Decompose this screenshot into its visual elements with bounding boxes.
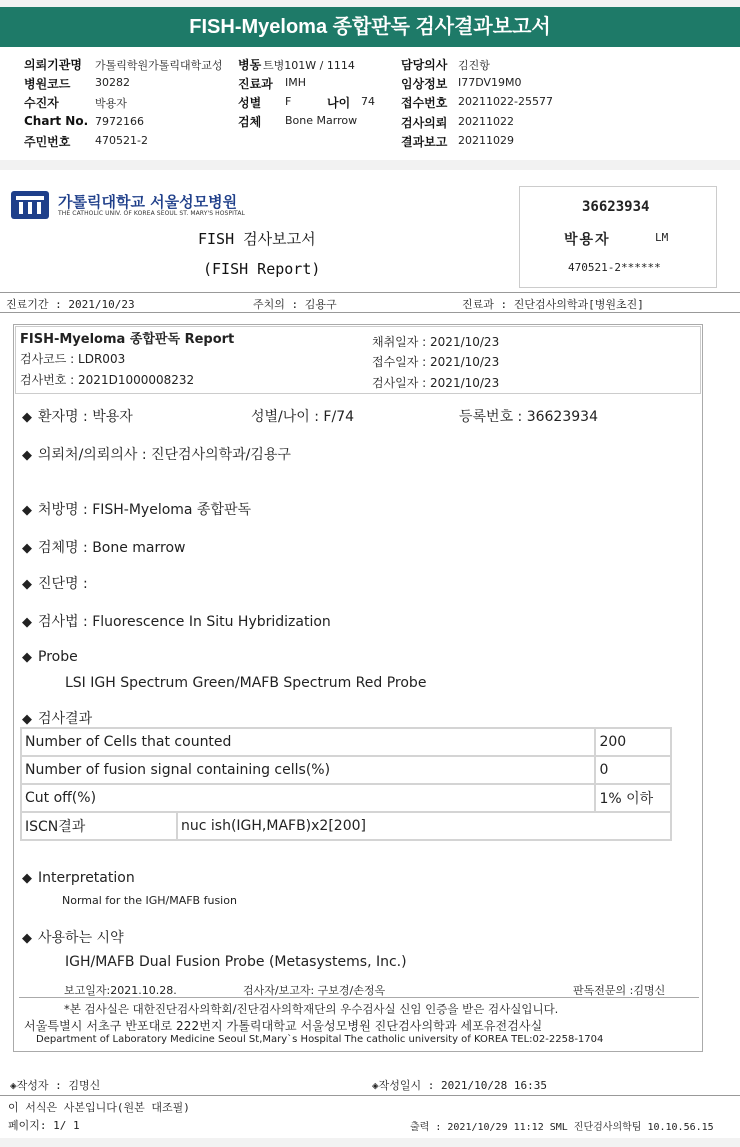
header-info <box>0 47 740 160</box>
meta-doctor: 주치의 : 김용구 <box>253 298 337 311</box>
label-age: 나이 <box>327 96 351 110</box>
diamond-bullet-icon: ◆ <box>22 503 32 518</box>
value-sex: F <box>285 95 292 108</box>
section-probe: ◆ Probe <box>22 649 78 665</box>
patient-card <box>519 186 717 288</box>
diamond-bullet-icon: ◆ <box>22 615 32 630</box>
card-patient-name: 박용자 <box>564 232 611 248</box>
meta-date: 진료기간 : 2021/10/23 <box>6 298 135 311</box>
copy-note: 이 서식은 사본입니다(원본 대조필) <box>8 1101 190 1114</box>
label-institution: 의뢰기관명 <box>24 58 82 72</box>
report-received: 접수일자 : 2021/10/23 <box>372 355 500 369</box>
report-title: FISH 검사보고서 <box>198 230 316 248</box>
card-patient-id: 36623934 <box>582 199 650 215</box>
value-receipt-no: 20211022-25577 <box>458 95 553 108</box>
label-dept: 진료과 <box>238 77 273 91</box>
section-interpretation: ◆ Interpretation <box>22 870 135 886</box>
label-ward: 병동 <box>238 58 262 72</box>
value-clinical-info: I77DV19M0 <box>458 76 522 89</box>
reagent-value: IGH/MAFB Dual Fusion Probe (Metasystems, Inc.) <box>65 954 407 970</box>
table-row <box>21 784 671 812</box>
value-patient: 박용자 <box>95 97 127 110</box>
section-requester: ◆ 의뢰처/의뢰의사 : 진단검사의학과/김용구 <box>22 447 291 463</box>
result-value: 200 <box>595 728 671 756</box>
diamond-bullet-icon: ◆ <box>22 577 32 592</box>
result-table <box>20 727 672 841</box>
report-tested: 검사일자 : 2021/10/23 <box>372 376 500 390</box>
report-page <box>0 170 740 1138</box>
value-doctor: 김진항 <box>458 59 490 72</box>
section-result: ◆ 검사결과 <box>22 711 93 727</box>
result-label: Cut off(%) <box>21 784 595 812</box>
label-request-date: 검사의뢰 <box>401 116 448 130</box>
divider <box>19 997 699 998</box>
result-value: 1% 이하 <box>595 784 671 812</box>
page-title: FISH-Myeloma 종합판독 검사결과보고서 <box>0 7 740 47</box>
diamond-bullet-icon: ◆ <box>22 931 32 946</box>
value-dept: IMH <box>285 76 307 89</box>
table-row <box>21 812 671 840</box>
written-at: ◈작성일시 : 2021/10/28 16:35 <box>372 1079 547 1092</box>
result-label: ISCN결과 <box>21 812 177 840</box>
section-method: ◆ 검사법 : Fluorescence In Situ Hybridization <box>22 614 331 630</box>
hospital-logo-icon <box>10 190 50 220</box>
output-info: 출력 : 2021/10/29 11:12 SML 진단검사의학팀 10.10.56.15 <box>410 1122 714 1133</box>
value-age: 74 <box>361 95 375 108</box>
diamond-bullet-icon: ◆ <box>22 712 32 727</box>
section-sexage: 성별/나이 : F/74 <box>251 409 355 425</box>
label-receipt-no: 접수번호 <box>401 96 448 110</box>
value-report-date: 20211029 <box>458 134 514 147</box>
table-row <box>21 728 671 756</box>
diamond-bullet-icon: ◆ <box>22 541 32 556</box>
report-number: 검사번호 : 2021D1000008232 <box>20 373 195 387</box>
value-specimen: Bone Marrow <box>285 114 358 127</box>
result-value: 0 <box>595 756 671 784</box>
section-diagnosis: ◆ 진단명 : <box>22 576 88 592</box>
label-chart-no: Chart No. <box>24 114 89 128</box>
diamond-bullet-icon: ◆ <box>22 871 32 886</box>
result-label: Number of Cells that counted <box>21 728 595 756</box>
footer-reporter: 검사자/보고자: 구보경/손정옥 <box>243 984 386 997</box>
value-request-date: 20211022 <box>458 115 514 128</box>
interpretation-value: Normal for the IGH/MAFB fusion <box>62 894 237 907</box>
table-row <box>21 756 671 784</box>
diamond-bullet-icon: ◆ <box>22 448 32 463</box>
label-patient: 수진자 <box>24 96 59 110</box>
section-regno: 등록번호 : 36623934 <box>459 409 598 425</box>
section-patient: ◆ 환자명 : 박용자 <box>22 409 133 425</box>
divider <box>0 1095 740 1096</box>
footer-report-date: 보고일자:2021.10.28. <box>64 984 177 997</box>
value-rrn: 470521-2 <box>95 134 148 147</box>
report-subtitle: (FISH Report) <box>203 260 321 278</box>
label-specimen: 검체 <box>238 115 262 129</box>
writer: ◈작성자 : 김명신 <box>10 1079 101 1092</box>
value-institution: 가톨릭학원가톨릭대학교성 <box>95 59 223 72</box>
value-chart-no: 7972166 <box>95 115 144 128</box>
card-tag: LM <box>655 231 669 244</box>
label-sex: 성별 <box>238 96 262 110</box>
page-number: 페이지: 1/ 1 <box>8 1119 80 1132</box>
hospital-name-en: THE CATHOLIC UNIV. OF KOREA SEOUL ST. MARY'S HOSPITAL <box>58 210 246 217</box>
divider <box>0 292 740 293</box>
diamond-bullet-icon: ◆ <box>22 650 32 665</box>
label-hospital-code: 병원코드 <box>24 77 71 91</box>
divider <box>0 312 740 313</box>
label-rrn: 주민번호 <box>24 135 71 149</box>
label-doctor: 담당의사 <box>401 58 448 72</box>
report-code: 검사코드 : LDR003 <box>20 352 126 366</box>
value-hospital-code: 30282 <box>95 76 130 89</box>
section-prescription: ◆ 처방명 : FISH-Myeloma 종합판독 <box>22 502 252 518</box>
result-value: nuc ish(IGH,MAFB)x2[200] <box>177 812 671 840</box>
section-specimen: ◆ 검체명 : Bone marrow <box>22 540 186 556</box>
hospital-name: 가톨릭대학교 서울성모병원 <box>58 193 238 211</box>
section-reagent: ◆ 사용하는 시약 <box>22 930 124 946</box>
card-rrn: 470521-2****** <box>568 261 661 274</box>
probe-value: LSI IGH Spectrum Green/MAFB Spectrum Red Probe <box>65 675 427 691</box>
label-clinical-info: 임상정보 <box>401 77 448 91</box>
footer-address-en: Department of Laboratory Medicine Seoul St,Mary`s Hospital The catholic university of KOREA TEL:02-2258-1704 <box>36 1034 604 1045</box>
footer-address-kr: 서울특별시 서초구 반포대로 222번지 가톨릭대학교 서울성모병원 진단검사의학과 세포유전검사실 <box>24 1019 543 1033</box>
value-ward: 트병101W / 1114 <box>263 59 355 72</box>
label-report-date: 결과보고 <box>401 135 448 149</box>
report-collected: 채취일자 : 2021/10/23 <box>372 335 500 349</box>
footer-note: *본 검사실은 대한진단검사의학회/진단검사의학재단의 우수검사실 신임 인증을 받은 검사실입니다. <box>64 1002 559 1016</box>
meta-dept: 진료과 : 진단검사의학과[병원초진] <box>462 298 644 311</box>
result-label: Number of fusion signal containing cells(%) <box>21 756 595 784</box>
footer-specialist: 판독전문의 :김명신 <box>573 984 666 997</box>
diamond-bullet-icon: ◆ <box>22 410 32 425</box>
report-name: FISH-Myeloma 종합판독 Report <box>20 332 235 347</box>
